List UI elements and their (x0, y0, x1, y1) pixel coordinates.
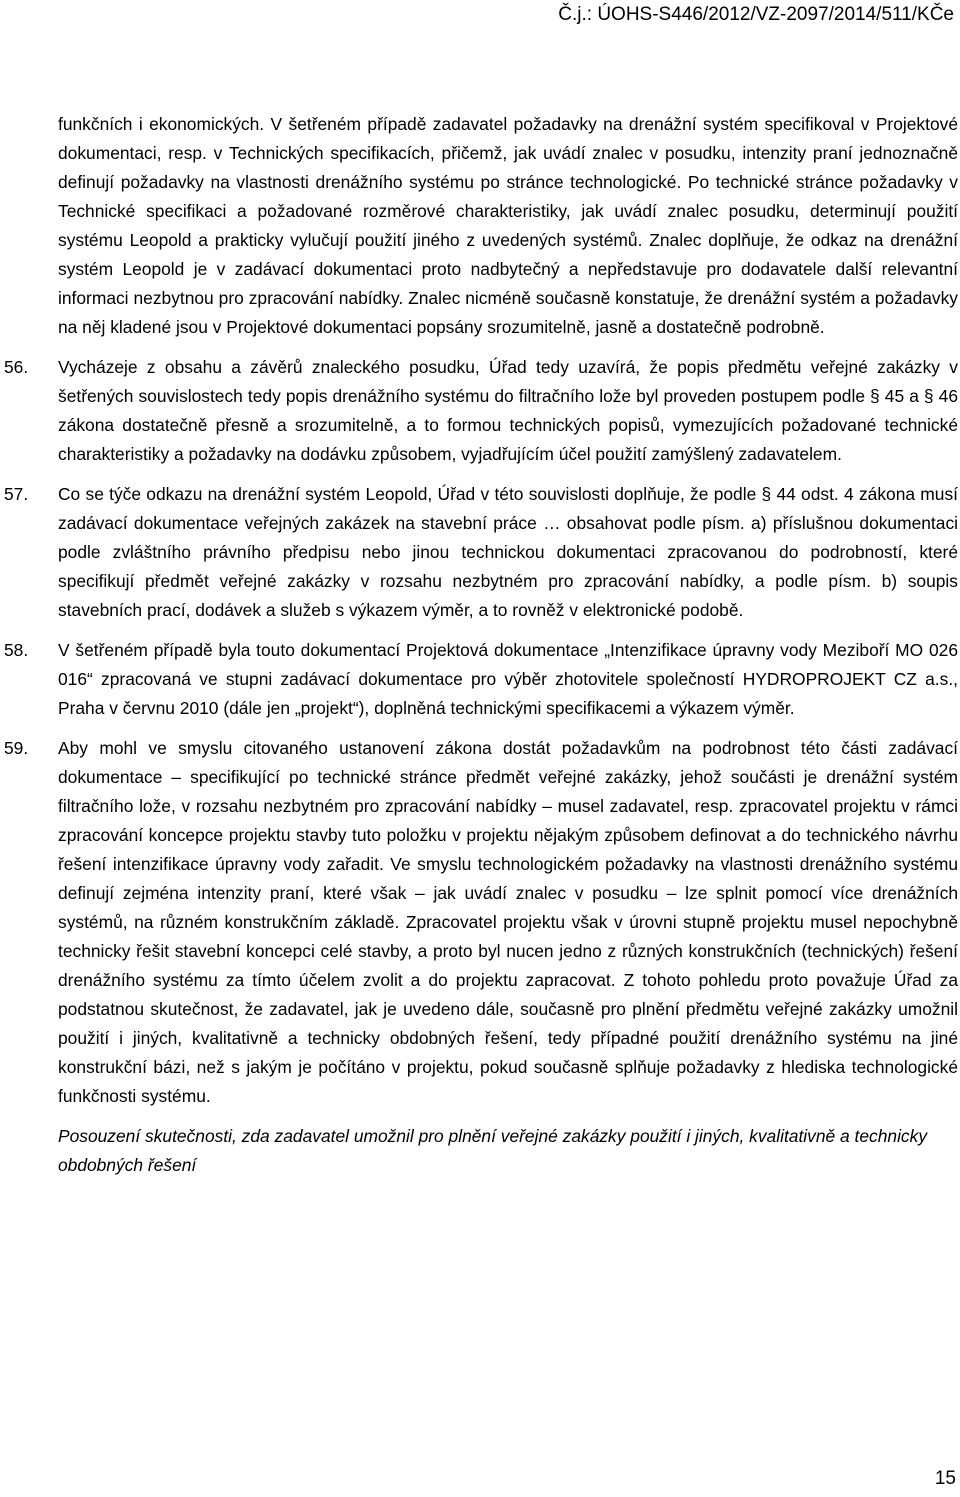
paragraph-spacer (58, 723, 958, 734)
intro-paragraph: funkčních i ekonomických. V šetřeném případě zadavatel požadavky na drenážní systém specifikoval v Projektové dokumentaci, resp. v Technických specifikacích, přičemž, jak uvádí znalec v posudku, intenzity praní jednoznačně definují požadavky na vlastnosti drenážního systému po stránce technologické. Po technické stránce požadavky v Technické specifikaci a požadované rozměrové charakteristiky, jak uvádí znalec posudku, determinují použití systému Leopold a prakticky vylučují použití jiného z uvedených systémů. Znalec doplňuje, že odkaz na drenážní systém Leopold je v zadávací dokumentaci proto nadbytečný a nepředstavuje pro dodavatele další relevantní informaci nezbytnou pro zpracování nabídky. Znalec nicméně současně konstatuje, že drenážní systém a požadavky na něj kladené jsou v Projektové dokumentaci popsány srozumitelně, jasně a dostatečně podrobně. (58, 114, 958, 337)
paragraph-spacer (58, 342, 958, 353)
section-heading: Posouzení skutečnosti, zda zadavatel umožnil pro plnění veřejné zakázky použití i jiných, kvalitativně a technicky obdobných řešení (58, 1126, 928, 1175)
paragraph-text: Vycházeje z obsahu a závěrů znaleckého posudku, Úřad tedy uzavírá, že popis předmětu veřejné zakázky v šetřených souvislostech tedy popis drenážního systému do filtračního lože byl proveden postupem podle § 45 a § 46 zákona dostatečně přesně a srozumitelně, a to formou technických popisů, vymezujících požadované technické charakteristiky a požadavky na dodávku způsobem, vyjadřujícím účel použití zamýšlený zadavatelem. (58, 357, 958, 464)
document-reference: Č.j.: ÚOHS-S446/2012/VZ-2097/2014/511/KČe (558, 4, 954, 25)
paragraph-57 (4, 480, 958, 625)
paragraph-spacer (58, 1111, 958, 1122)
paragraph-56 (4, 353, 958, 469)
paragraph-number: 59. (4, 738, 29, 758)
paragraph-spacer (58, 625, 958, 636)
paragraph-number: 56. (4, 357, 29, 377)
document-body (4, 110, 958, 1180)
paragraph-spacer (58, 469, 958, 480)
paragraph-text: Aby mohl ve smyslu citovaného ustanovení zákona dostát požadavkům na podrobnost této části zadávací dokumentace – specifikující po technické stránce předmět veřejné zakázky, jehož součásti je drenážní systém filtračního lože, v rozsahu nezbytném pro zpracování nabídky – musel zadavatel, resp. zpracovatel projektu v rámci zpracování koncepce projektu stavby tuto položku v projektu nějakým způsobem definovat a do technického návrhu řešení intenzifikace úpravny vody zařadit. Ve smyslu technologickém požadavky na vlastnosti drenážního systému definují zejména intenzity praní, které však – jak uvádí znalec v posudku – lze splnit pomocí více drenážních systémů, na různém konstrukčním základě. Zpracovatel projektu však v úrovni stupně projektu musel nepochybně technicky řešit stavební koncepci celé stavby, a proto byl nucen jedno z různých konstrukčních (technických) řešení drenážního systému za tímto účelem zvolit a do projektu zapracovat. Z tohoto pohledu proto považuje Úřad za podstatnou skutečnost, že zadavatel, jak je uvedeno dále, současně pro plnění předmětu veřejné zakázky umožnil použití i jiných, kvalitativně a technicky obdobných řešení, tedy případné použití drenážního systému na jiné konstrukční bázi, než s jakým je počítáno v projektu, pokud současně splňuje požadavky z hlediska technologické funkčnosti systému. (58, 738, 958, 1106)
paragraph-text: V šetřeném případě byla touto dokumentací Projektová dokumentace „Intenzifikace úpravny vody Meziboří MO 026 016“ zpracovaná ve stupni zadávací dokumentace pro výběr zhotovitele společností HYDROPROJEKT CZ a.s., Praha v červnu 2010 (dále jen „projekt“), doplněná technickými specifikacemi a výkazem výměr. (58, 640, 958, 718)
paragraph-59 (4, 734, 958, 1111)
paragraph-text: Co se týče odkazu na drenážní systém Leopold, Úřad v této souvislosti doplňuje, že podle § 44 odst. 4 zákona musí zadávací dokumentace veřejných zakázek na stavební práce … obsahovat podle písm. a) příslušnou dokumentaci podle zvláštního právního předpisu nebo jinou technickou dokumentaci zpracovanou do podrobností, které specifikují předmět veřejné zakázky v rozsahu nezbytném pro zpracování nabídky, a podle písm. b) soupis stavebních prací, dodávek a služeb s výkazem výměr, a to rovněž v elektronické podobě. (58, 484, 958, 620)
page-number: 15 (934, 1468, 956, 1489)
paragraph-58 (4, 636, 958, 723)
paragraph-number: 58. (4, 640, 29, 660)
paragraph-number: 57. (4, 484, 29, 504)
